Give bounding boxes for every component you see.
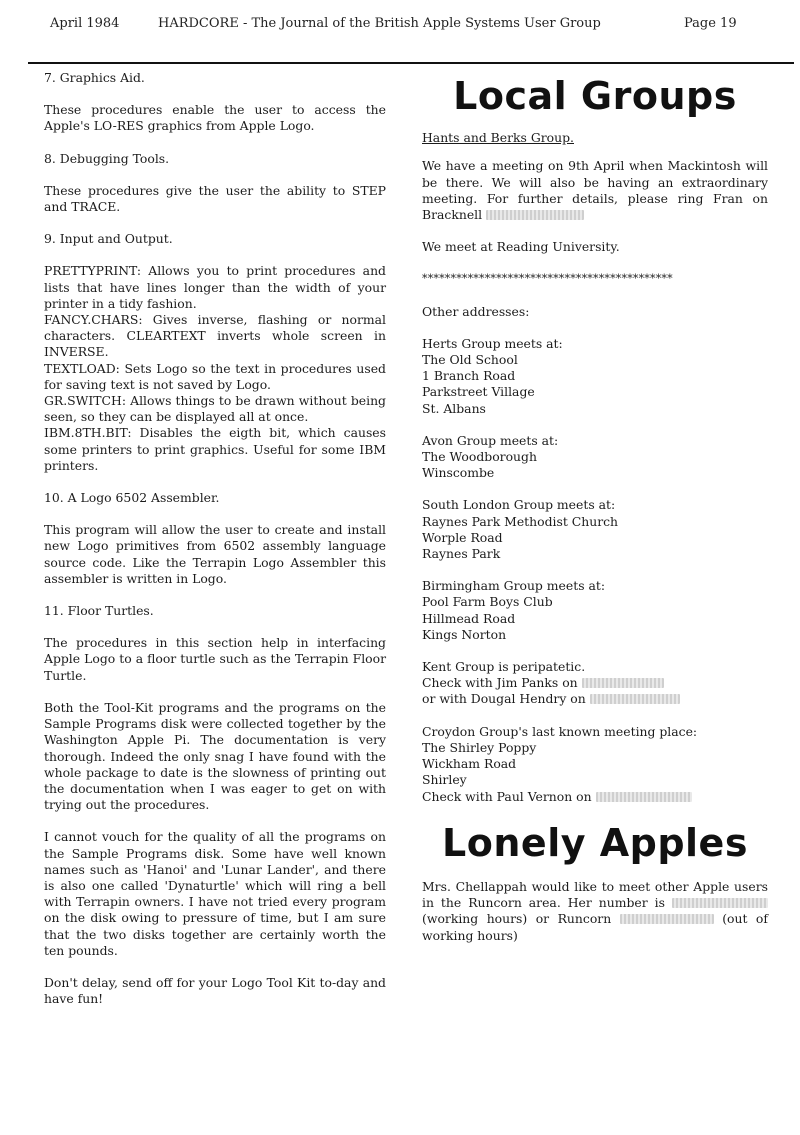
hants-title: Hants and Berks Group. [422, 130, 574, 146]
section-11-body: The procedures in this section help in interfacing Apple Logo to a floor turtle such as the Terrapin Floor Turtle. [44, 635, 386, 683]
address-line: Herts Group meets at: [422, 335, 563, 351]
address-line: Shirley [422, 772, 467, 788]
address-line: Pool Farm Boys Club [422, 594, 553, 610]
page-number: Page 19 [684, 16, 737, 31]
herts-address [422, 336, 768, 417]
page-header [0, 0, 800, 64]
left-column [44, 70, 386, 1023]
header-rule [28, 62, 794, 64]
item-textload: TEXTLOAD: Sets Logo so the text in procedures used for saving text is not saved by Logo. [44, 360, 386, 392]
address-line: Raynes Park [422, 546, 501, 562]
kent-group [422, 659, 768, 708]
section-10-body: This program will allow the user to create and install new Logo primitives from 6502 assembly language source code. Like the Terrapin Logo Assembler this assembler is written in Logo. [44, 522, 386, 586]
address-line: Hillmead Road [422, 610, 516, 626]
croydon-contact: Check with Paul Vernon on [422, 788, 592, 804]
item-gr-switch: GR.SWITCH: Allows things to be drawn without being seen, so they can be displayed all at once. [44, 393, 386, 425]
lonely-apples-heading: Lonely Apples [442, 820, 748, 865]
section-7-title: 7. Graphics Aid. [44, 70, 145, 85]
lonely-text-1: Mrs. Chellappah would like to meet other Apple users in the Runcorn area. Her number is [422, 878, 768, 911]
hants-body [422, 158, 768, 223]
closing-paragraph: Don't delay, send off for your Logo Tool Kit to-day and have fun! [44, 974, 386, 1007]
address-line: Kent Group is peripatetic. [422, 659, 586, 675]
address-line: 1 Branch Road [422, 368, 516, 384]
other-addresses: Other addresses: [422, 303, 530, 319]
address-line: Avon Group meets at: [422, 432, 559, 448]
address-line: Croydon Group's last known meeting place: [422, 723, 698, 739]
section-8-title: 8. Debugging Tools. [44, 150, 170, 166]
lonely-apples-body [422, 879, 768, 944]
kent-contact-2: or with Dougal Hendry on [422, 691, 586, 707]
redacted-phone [596, 792, 692, 802]
right-column [422, 70, 768, 960]
section-11-title: 11. Floor Turtles. [44, 603, 154, 619]
toolkit-paragraph: Both the Tool-Kit programs and the programs on the Sample Programs disk were collected together by the Washington Apple Pi. The documentation is very thorough. Indeed the only snag I have found with the whole package to date is the slowness of printing out the documentation when I was eager to get on with trying out the procedures. [44, 699, 386, 813]
redacted-phone [590, 694, 680, 704]
address-line: South London Group meets at: [422, 497, 616, 513]
lonely-text-2: (working hours) or Runcorn [422, 911, 612, 927]
kent-contact-1: Check with Jim Panks on [422, 675, 578, 691]
redacted-phone [582, 678, 664, 688]
address-line: The Shirley Poppy [422, 739, 537, 755]
local-groups-heading: Local Groups [453, 74, 737, 118]
redacted-phone [672, 898, 768, 908]
reading-line: We meet at Reading University. [422, 239, 620, 255]
croydon-group [422, 724, 768, 805]
section-9-items [44, 263, 386, 474]
address-line: Kings Norton [422, 626, 507, 642]
address-line: Parkstreet Village [422, 384, 535, 400]
item-ibm-8th-bit: IBM.8TH.BIT: Disables the eigth bit, which causes some printers to print graphics. Useful for some IBM printers. [44, 425, 386, 473]
address-line: Birmingham Group meets at: [422, 578, 606, 594]
section-10-title: 10. A Logo 6502 Assembler. [44, 490, 220, 506]
vouch-paragraph: I cannot vouch for the quality of all the programs on the Sample Programs disk. Some have well known names such as 'Hanoi' and 'Lunar Lander', and there is also one called 'Dynaturtle' which will ring a bell with Terrapin owners. I have not tried every program on the disk owing to pressure of time, but I am sure that the two disks together are certainly worth the ten pounds. [44, 829, 386, 958]
redacted-phone [486, 210, 584, 220]
star-divider: ******************************************** [422, 272, 673, 286]
hants-text: We have a meeting on 9th April when Mackintosh will be there. We will also be having an extraordinary meeting. For further details, please ring Fran on Bracknell [422, 158, 768, 223]
address-line: St. Albans [422, 400, 486, 416]
avon-address [422, 433, 768, 482]
address-line: The Old School [422, 352, 518, 368]
address-line: The Woodborough [422, 449, 537, 465]
journal-title: HARDCORE - The Journal of the British Apple Systems User Group [158, 16, 601, 31]
address-line: Worple Road [422, 529, 503, 545]
address-line: Raynes Park Methodist Church [422, 513, 619, 529]
section-8-body: These procedures give the user the ability to STEP and TRACE. [44, 182, 386, 215]
section-9-title: 9. Input and Output. [44, 231, 173, 247]
issue-date: April 1984 [50, 16, 120, 31]
birmingham-address [422, 578, 768, 643]
item-prettyprint: PRETTYPRINT: Allows you to print procedures and lists that have lines longer than the width of your printer in a tidy fashion. [44, 263, 386, 311]
redacted-phone [620, 914, 714, 924]
address-line: Winscombe [422, 465, 495, 481]
south-london-address [422, 497, 768, 562]
section-7-body: These procedures enable the user to access the Apple's LO-RES graphics from Apple Logo. [44, 102, 386, 134]
address-line: Wickham Road [422, 756, 517, 772]
item-fancy-chars: FANCY.CHARS: Gives inverse, flashing or normal characters. CLEARTEXT inverts whole screen in INVERSE. [44, 312, 386, 360]
lonely-text-3: (out of working hours) [422, 911, 768, 943]
